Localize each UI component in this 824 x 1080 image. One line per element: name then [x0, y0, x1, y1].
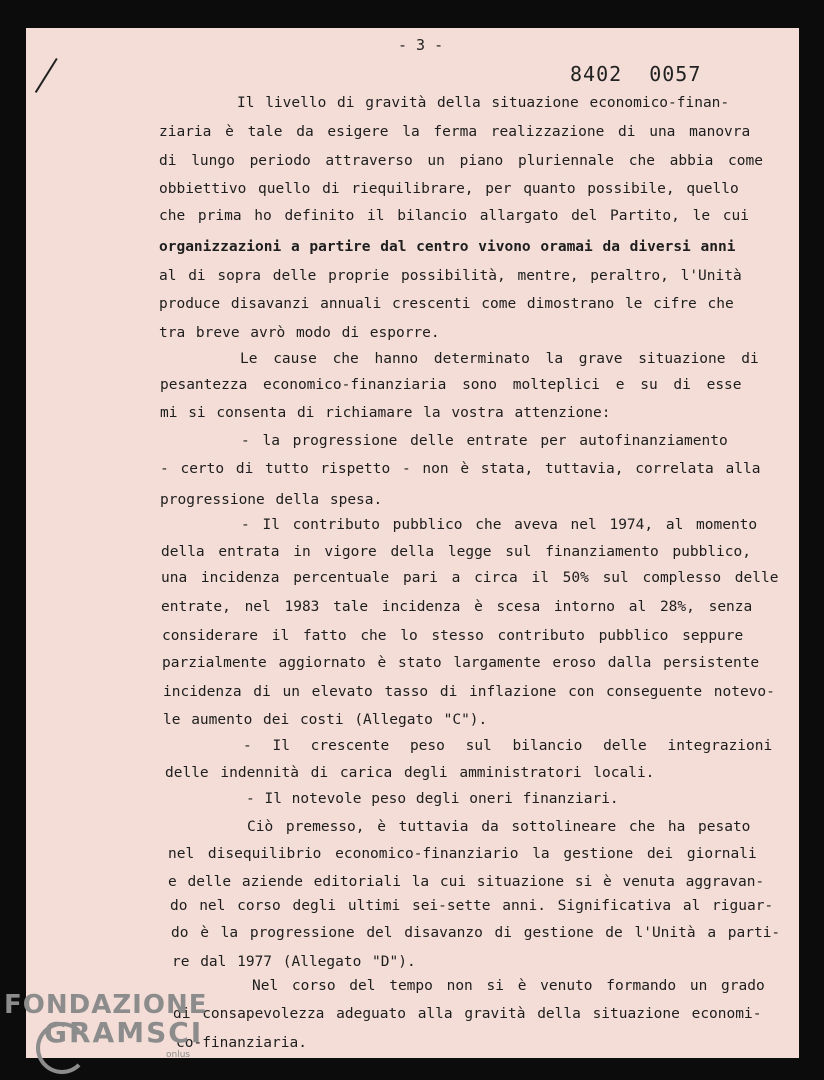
- text-line: do nel corso degli ultimi sei-sette anni. Significativa al riguar-: [170, 898, 774, 914]
- watermark-line-3: onlus: [166, 1050, 191, 1060]
- page-number: - 3 -: [398, 36, 444, 54]
- text-line: - certo di tutto rispetto - non è stata, tuttavia, correlata alla: [160, 461, 761, 477]
- text-line: incidenza di un elevato tasso di inflazione con conseguente notevo-: [163, 684, 775, 700]
- watermark-line-2: GRAMSCI: [44, 1016, 204, 1049]
- text-line: entrate, nel 1983 tale incidenza è scesa intorno al 28%, senza: [161, 599, 753, 615]
- text-line: Le cause che hanno determinato la grave situazione di: [240, 351, 759, 367]
- text-line: Ciò premesso, è tuttavia da sottolineare che ha pesato: [247, 819, 751, 835]
- text-line: pesantezza economico-finanziaria sono molteplici e su di esse: [160, 377, 742, 393]
- text-line: - la progressione delle entrate per autofinanziamento: [241, 433, 728, 449]
- text-line: obbiettivo quello di riequilibrare, per quanto possibile, quello: [159, 181, 739, 197]
- text-line: co-finanziaria.: [176, 1035, 307, 1051]
- text-line: ziaria è tale da esigere la ferma realizzazione di una manovra: [159, 124, 751, 140]
- text-line: parzialmente aggiornato è stato largamente eroso dalla persistente: [162, 655, 760, 671]
- text-line: Nel corso del tempo non si è venuto formando un grado: [252, 978, 765, 994]
- text-line: organizzazioni a partire dal centro vivono oramai da diversi anni: [159, 239, 736, 255]
- text-line: - Il contributo pubblico che aveva nel 1974, al momento: [241, 517, 758, 533]
- fondazione-gramsci-watermark: [4, 990, 214, 1076]
- text-line: della entrata in vigore della legge sul finanziamento pubblico,: [161, 544, 751, 560]
- text-line: produce disavanzi annuali crescenti come dimostrano le cifre che: [159, 296, 734, 312]
- text-line: nel disequilibrio economico-finanziario la gestione dei giornali: [168, 846, 757, 862]
- text-line: e delle aziende editoriali la cui situazione si è venuta aggravan-: [168, 874, 765, 890]
- text-line: do è la progressione del disavanzo di gestione de l'Unità a parti-: [171, 925, 781, 941]
- text-line: re dal 1977 (Allegato "D").: [172, 954, 416, 970]
- text-line: tra breve avrò modo di esporre.: [159, 325, 440, 341]
- text-line: che prima ho definito il bilancio allargato del Partito, le cui: [159, 208, 749, 224]
- text-line: progressione della spesa.: [160, 492, 383, 508]
- text-line: - Il crescente peso sul bilancio delle integrazioni: [243, 738, 773, 754]
- text-line: una incidenza percentuale pari a circa il 50% sul complesso delle: [161, 570, 779, 586]
- text-line: al di sopra delle proprie possibilità, mentre, peraltro, l'Unità: [159, 268, 742, 284]
- text-line: di consapevolezza adeguato alla gravità della situazione economi-: [173, 1006, 762, 1022]
- text-line: - Il notevole peso degli oneri finanziari.: [246, 791, 619, 807]
- document-code: 8402 0057: [570, 62, 702, 86]
- text-line: delle indennità di carica degli amministratori locali.: [165, 765, 655, 781]
- watermark-line-1: FONDAZIONE: [4, 990, 208, 1020]
- text-line: Il livello di gravità della situazione economico-finan-: [237, 95, 730, 111]
- text-line: considerare il fatto che lo stesso contributo pubblico seppure: [162, 628, 744, 644]
- text-line: di lungo periodo attraverso un piano pluriennale che abbia come: [159, 153, 763, 169]
- corner-pen-mark: [35, 58, 58, 93]
- text-line: le aumento dei costi (Allegato "C").: [163, 712, 488, 728]
- text-line: mi si consenta di richiamare la vostra attenzione:: [160, 405, 611, 421]
